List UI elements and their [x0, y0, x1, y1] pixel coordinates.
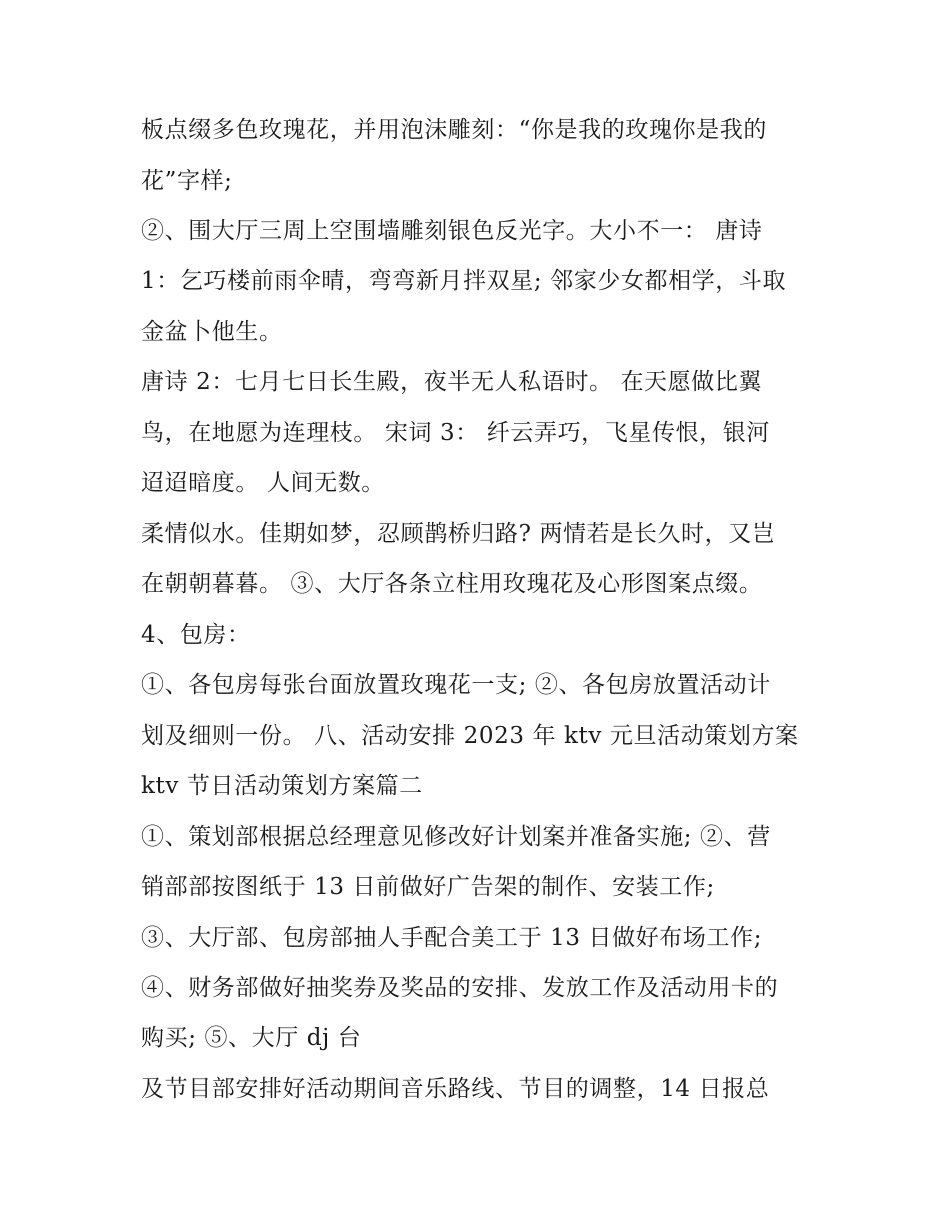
text-line: 柔情似水。佳期如梦，忍顾鹊桥归路? 两情若是长久时，又岂: [141, 521, 776, 547]
text-line: 迢迢暗度。 人间无数。: [141, 470, 385, 496]
text-line: ①、策划部根据总经理意见修改好计划案并准备实施; ②、营: [141, 824, 771, 850]
text-line: 花”字样;: [141, 168, 233, 194]
text-line: 唐诗 2：七月七日长生殿，夜半无人私语时。 在天愿做比翼: [141, 369, 763, 395]
text-line: 4、包房：: [141, 622, 251, 648]
text-line: ①、各包房每张台面放置玫瑰花一支; ②、各包房放置活动计: [141, 672, 771, 698]
text-line: ②、围大厅三周上空围墙雕刻银色反光字。大小不一： 唐诗: [141, 218, 763, 244]
text-line: 板点缀多色玫瑰花，并用泡沫雕刻：“你是我的玫瑰你是我的: [141, 117, 767, 143]
text-line: ④、财务部做好抽奖券及奖品的安排、发放工作及活动用卡的: [141, 975, 779, 1001]
text-line: 金盆卜他生。: [141, 319, 283, 345]
text-line: ktv 节日活动策划方案篇二: [141, 773, 423, 799]
text-line: 购买; ⑤、大厅 dj 台: [141, 1025, 362, 1051]
text-line: 1：乞巧楼前雨伞晴，弯弯新月拌双星; 邻家少女都相学，斗取: [141, 268, 787, 294]
text-line: 及节目部安排好活动期间音乐路线、节目的调整，14 日报总: [141, 1076, 770, 1102]
text-line: 销部部按图纸于 13 日前做好广告架的制作、安装工作;: [141, 874, 715, 900]
text-line: ③、大厅部、包房部抽人手配合美工于 13 日做好布场工作;: [141, 925, 763, 951]
text-line: 在朝朝暮暮。 ③、大厅各条立柱用玫瑰花及心形图案点缀。: [141, 571, 763, 597]
text-line: 鸟，在地愿为连理枝。 宋词 3： 纤云弄巧，飞星传恨，银河: [141, 420, 770, 446]
text-line: 划及细则一份。 八、活动安排 2023 年 ktv 元旦活动策划方案: [141, 723, 799, 749]
